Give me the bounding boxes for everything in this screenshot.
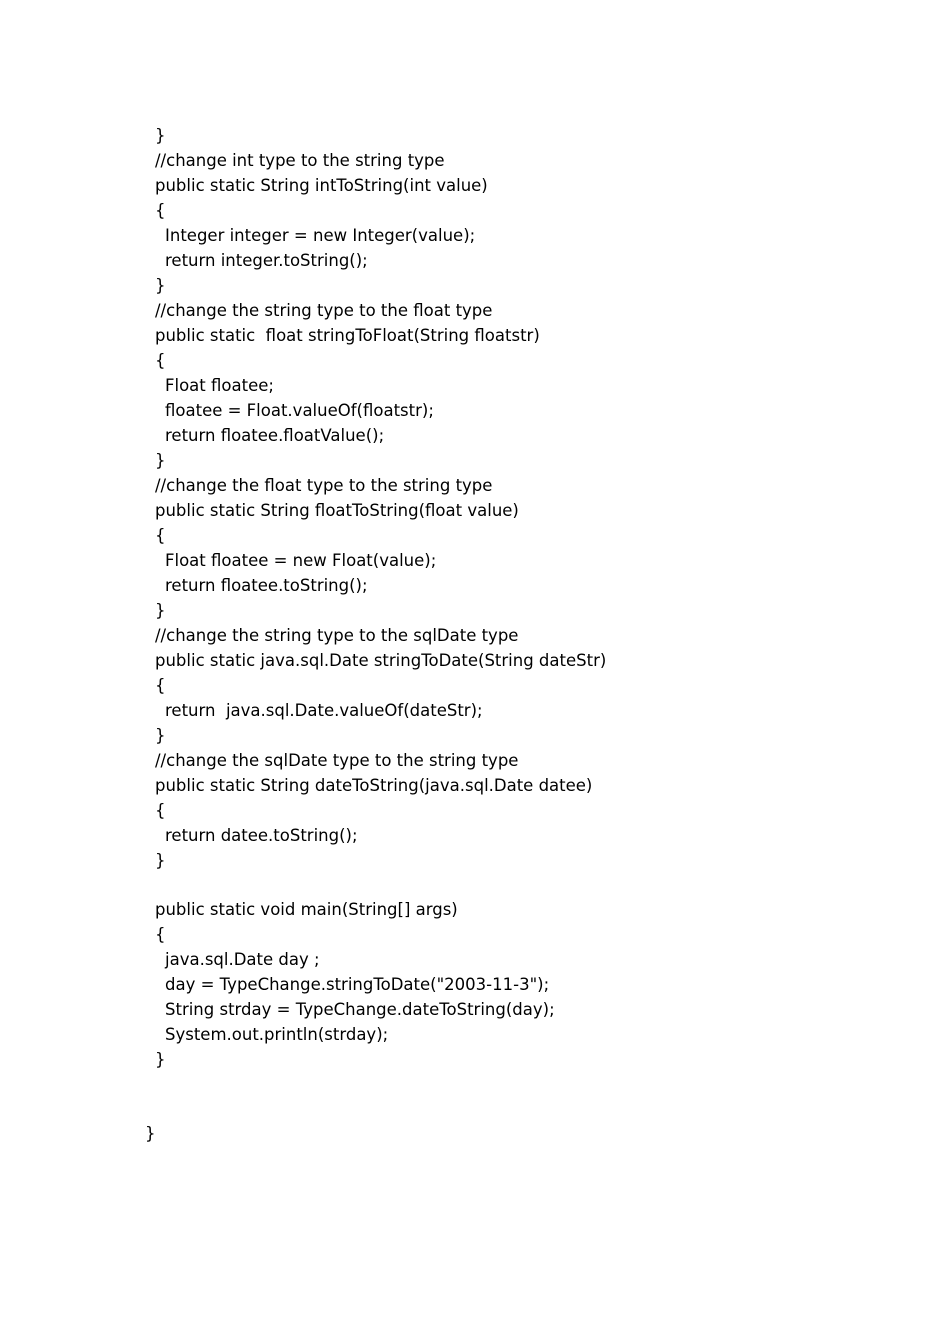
code-line: public static void main(String[] args): [155, 900, 458, 919]
code-line: {: [155, 351, 166, 370]
code-line: }: [155, 126, 166, 145]
code-line: }: [155, 601, 166, 620]
code-line: }: [155, 726, 166, 745]
code-line: {: [155, 676, 166, 695]
code-line: {: [155, 925, 166, 944]
code-line: return floatee.floatValue();: [165, 426, 385, 445]
code-line: }: [145, 1124, 156, 1143]
code-line: }: [155, 451, 166, 470]
code-line: Float floatee = new Float(value);: [165, 551, 437, 570]
code-line: public static java.sql.Date stringToDate(String dateStr): [155, 651, 607, 670]
code-line: {: [155, 801, 166, 820]
code-line: return floatee.toString();: [165, 576, 368, 595]
code-line: java.sql.Date day ;: [165, 950, 320, 969]
code-line: }: [155, 1050, 166, 1069]
code-line: public static String intToString(int value): [155, 176, 488, 195]
code-line: {: [155, 201, 166, 220]
code-comment: //change the string type to the float type: [155, 301, 493, 320]
code-line: System.out.println(strday);: [165, 1025, 389, 1044]
code-line: }: [155, 851, 166, 870]
code-line: public static String floatToString(float value): [155, 501, 519, 520]
code-line: return integer.toString();: [165, 251, 368, 270]
code-line: return datee.toString();: [165, 826, 358, 845]
code-comment: //change the sqlDate type to the string type: [155, 751, 519, 770]
code-line: day = TypeChange.stringToDate("2003-11-3");: [165, 975, 550, 994]
code-line: public static String dateToString(java.sql.Date datee): [155, 776, 593, 795]
code-line: }: [155, 276, 166, 295]
code-line: String strday = TypeChange.dateToString(day);: [165, 1000, 555, 1019]
code-line: Float floatee;: [165, 376, 274, 395]
code-comment: //change int type to the string type: [155, 151, 445, 170]
code-line: Integer integer = new Integer(value);: [165, 226, 476, 245]
code-comment: //change the float type to the string type: [155, 476, 493, 495]
code-line: return java.sql.Date.valueOf(dateStr);: [165, 701, 483, 720]
code-comment: //change the string type to the sqlDate type: [155, 626, 519, 645]
code-line: {: [155, 526, 166, 545]
code-line: floatee = Float.valueOf(floatstr);: [165, 401, 434, 420]
code-line: public static float stringToFloat(String floatstr): [155, 326, 540, 345]
